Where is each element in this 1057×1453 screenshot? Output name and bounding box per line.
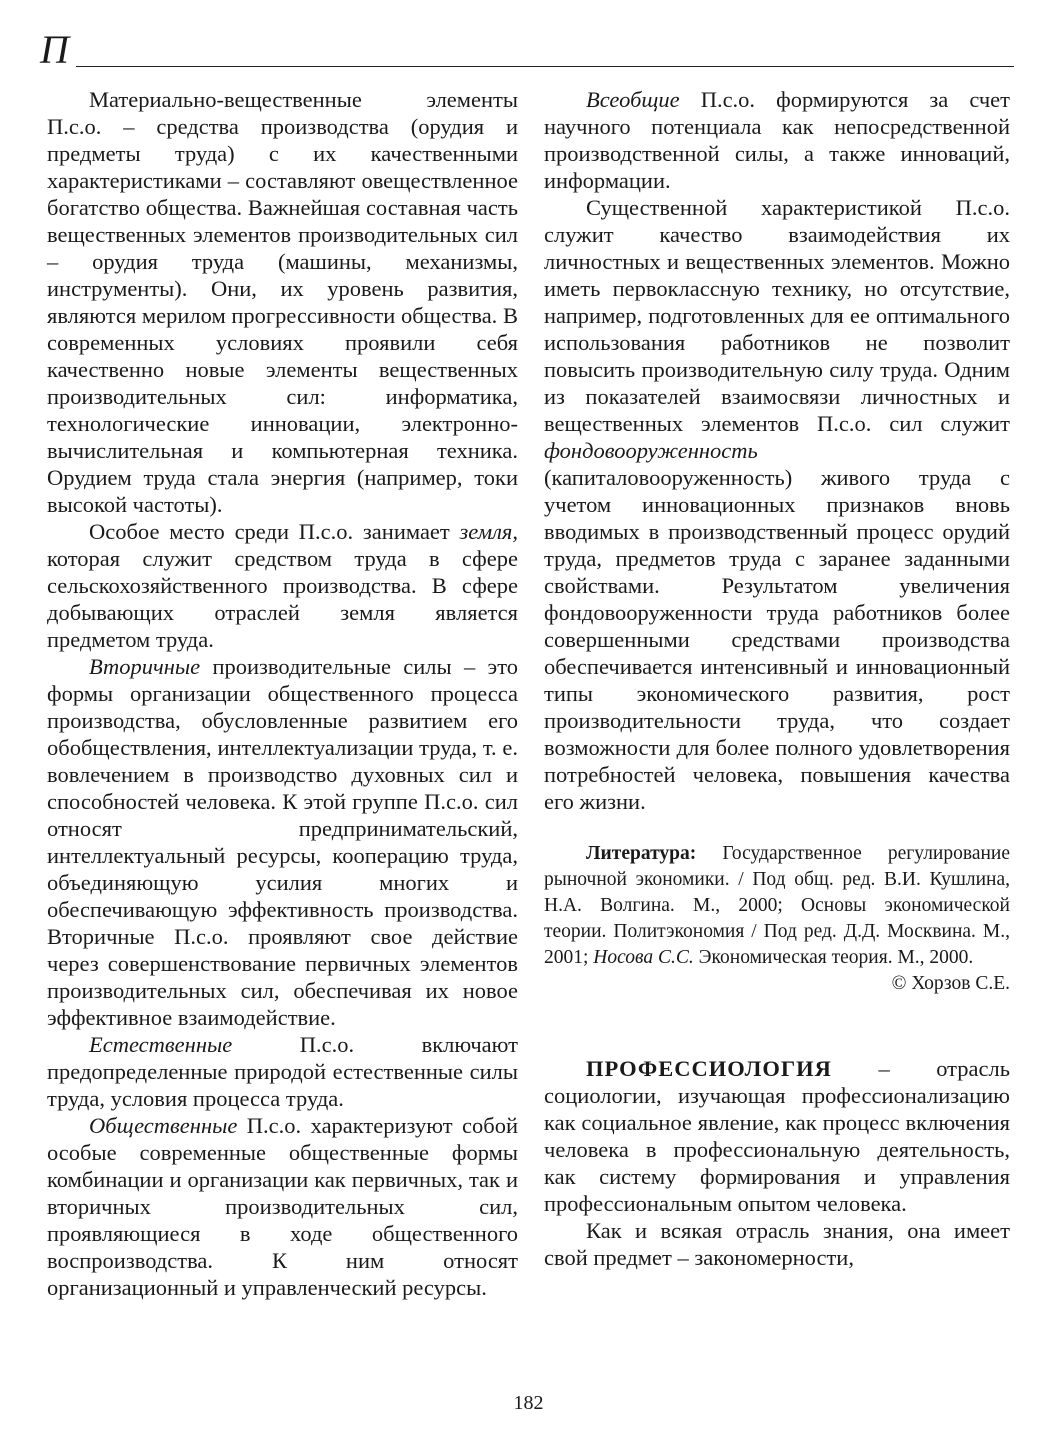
paragraph: Естественные П.с.о. включают предопределенные природой естественные силы труда, условия процесса труда. [47, 1032, 518, 1111]
section-letter: П [40, 27, 69, 72]
paragraph: Как и всякая отрасль знания, она имеет свой предмет – закономерности, [544, 1218, 1010, 1270]
header-rule [76, 66, 1014, 67]
dictionary-entry: ПРОФЕССИОЛОГИЯ – отрасль социологии, изучающая профессионализацию как социальное явление, как процесс включения человека в профессиональную деятельность, как систему формирования и управления профессиональным опытом человека. [544, 1056, 1010, 1216]
paragraph: Общественные П.с.о. характеризуют собой особые современные общественные формы комбинации и организации как первичных, так и вторичных производительных сил, проявляющиеся в ходе общественного воспроизводства. К ним относят организационный и управленческий ресурсы. [47, 1113, 518, 1300]
paragraph: Всеобщие П.с.о. формируются за счет научного потенциала как непосредственной производственной силы, а также инноваций, информации. [544, 87, 1010, 193]
entry-headword: ПРОФЕССИОЛОГИЯ [586, 1056, 832, 1081]
right-column [544, 86, 1010, 1271]
paragraph: Материально-вещественные элементы П.с.о. – средства производства (орудия и предметы труда) с их качественными характеристиками – составляют овеществленное богатство общества. Важнейшая составная часть вещественных элементов производительных сил – орудия труда (машины, механизмы, инструменты). Они, их уровень развития, являются мерилом прогрессивности общества. В современных условиях проявили себя качественно новые элементы вещественных производительных сил: информатика, технологические инновации, электронно-вычислительная и компьютерная техника. Орудием труда стала энергия (например, токи высокой частоты). [47, 87, 518, 517]
paragraph: Особое место среди П.с.о. занимает земля, которая служит средством труда в сфере сельскохозяйственного производства. В сфере добывающих отраслей земля является предметом труда. [47, 519, 518, 652]
literature-block: Литература: Государственное регулирование рыночной экономики. / Под общ. ред. В.И. Кушлина, Н.А. Волгина. М., 2000; Основы экономической теории. Политэкономия / Под ред. Д.Д. Москвина. М., 2001; Носова С.С. Экономическая теория. М., 2000. [544, 843, 1010, 968]
page-number: 182 [513, 1392, 544, 1414]
left-column [47, 86, 518, 1301]
paragraph: Вторичные производительные силы – это формы организации общественного процесса производства, обусловленные развитием его обобществления, интеллектуализации труда, т. е. вовлечением в производство духовных сил и способностей человека. К этой группе П.с.о. сил относят предпринимательский, интеллектуальный ресурсы, кооперацию труда, объединяющую усилия многих и обеспечивающую эффективность производства. Вторичные П.с.о. проявляют свое действие через совершенствование первичных элементов производительных сил, обеспечивая их новое эффективное взаимодействие. [47, 654, 518, 1030]
paragraph: Существенной характеристикой П.с.о. служит качество взаимодействия их личностных и вещественных элементов. Можно иметь первоклассную технику, но отсутствие, например, подготовленных для ее оптимального использования работников не позволит повысить производительную силу труда. Одним из показателей взаимосвязи личностных и вещественных элементов П.с.о. сил служит фондовооруженность (капиталовооруженность) живого труда с учетом инновационных признаков вновь вводимых в производственный процесс орудий труда, предметов труда с заранее заданными свойствами. Результатом увеличения фондовооруженности труда работников более совершенными средствами производства обеспечивается интенсивный и инновационный типы экономического развития, рост производительности труда, что создает возможности для более полного удовлетворения потребностей человека, повышения качества его жизни. [544, 195, 1010, 814]
literature-label: Литература: [586, 843, 697, 864]
author-signature: © Хорзов С.Е. [891, 973, 1010, 994]
